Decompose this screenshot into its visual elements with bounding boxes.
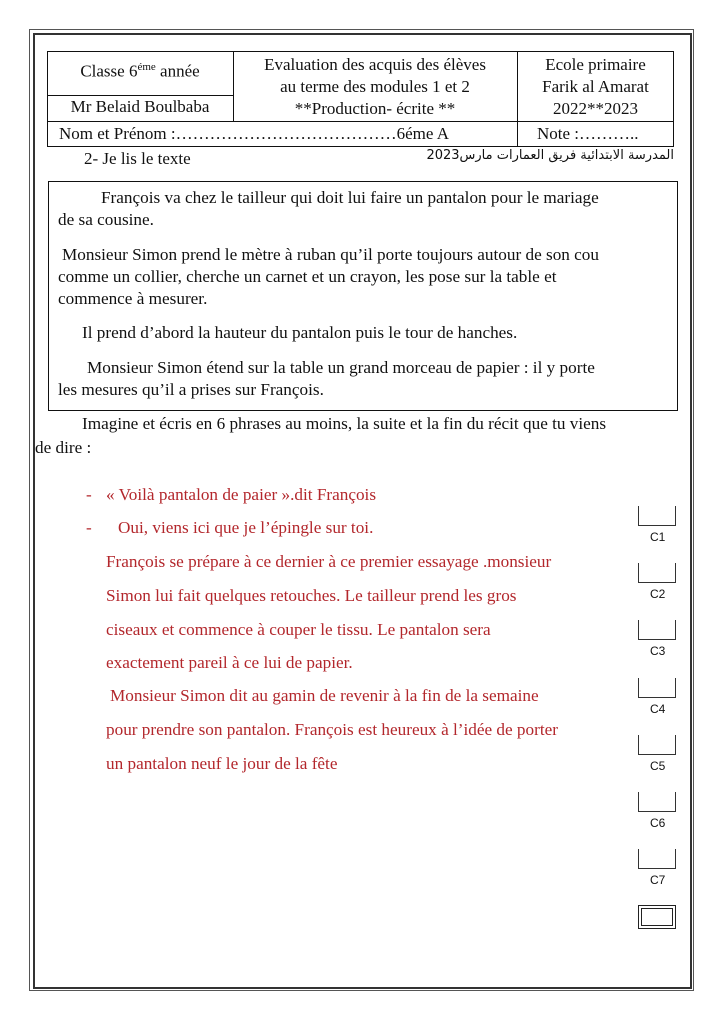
criterion-box-c7[interactable]: [638, 849, 676, 869]
answer-line: Monsieur Simon dit au gamin de revenir à la fin de la semaine: [110, 686, 539, 705]
text-line: Monsieur Simon prend le mètre à ruban qu’il porte toujours autour de son cou: [62, 245, 599, 264]
text-line: de sa cousine.: [58, 210, 154, 229]
instruction-line1: Imagine et écris en 6 phrases au moins, la suite et la fin du récit que tu viens: [82, 414, 607, 433]
school-name-line2: Farik al Amarat: [542, 77, 649, 96]
answer-line: Simon lui fait quelques retouches. Le tailleur prend les gros: [106, 586, 517, 605]
evaluation-title-line2: au terme des modules 1 et 2: [280, 77, 470, 96]
arabic-school-line: المدرسة الابتدائية فريق العمارات مارس2023: [426, 148, 674, 163]
school-year: 2022**2023: [553, 99, 638, 118]
criterion-label: C6: [650, 816, 666, 830]
note-field: Note :………..: [537, 124, 639, 143]
text-line: Il prend d’abord la hauteur du pantalon puis le tour de hanches.: [82, 323, 518, 342]
evaluation-title-line3: **Production- écrite **: [294, 99, 456, 118]
text-line: les mesures qu’il a prises sur François.: [58, 380, 324, 399]
criterion-label: C7: [650, 873, 666, 887]
text-line: Monsieur Simon étend sur la table un grand morceau de papier : il y porte: [87, 358, 595, 377]
teacher-name: Mr Belaid Boulbaba: [70, 97, 210, 116]
criterion-box-c2[interactable]: [638, 563, 676, 583]
text-line: François va chez le tailleur qui doit lui faire un pantalon pour le mariage: [101, 188, 599, 207]
criterion-box-c5[interactable]: [638, 735, 676, 755]
criterion-label: C2: [650, 587, 666, 601]
dialogue-dash: -: [86, 518, 92, 537]
answer-line: un pantalon neuf le jour de la fête: [106, 754, 338, 773]
section-title: 2- Je lis le texte: [84, 149, 191, 168]
school-name-line1: Ecole primaire: [545, 55, 646, 74]
answer-line: pour prendre son pantalon. François est heureux à l’idée de porter: [106, 720, 558, 739]
answer-line: ciseaux et commence à couper le tissu. Le pantalon sera: [106, 620, 491, 639]
answer-line: Oui, viens ici que je l’épingle sur toi.: [118, 518, 374, 537]
criterion-label: C4: [650, 702, 666, 716]
answer-line: François se prépare à ce dernier à ce premier essayage .monsieur: [106, 552, 552, 571]
student-name-field: Nom et Prénom :…………………………………6éme A: [59, 124, 450, 143]
total-score-box[interactable]: [638, 905, 676, 929]
answer-line: exactement pareil à ce lui de papier.: [106, 653, 353, 672]
criterion-box-c6[interactable]: [638, 792, 676, 812]
header-divider: [47, 121, 674, 122]
dialogue-dash: -: [86, 485, 92, 504]
criterion-box-c1[interactable]: [638, 506, 676, 526]
criterion-label: C3: [650, 644, 666, 658]
criterion-box-c3[interactable]: [638, 620, 676, 640]
text-line: commence à mesurer.: [58, 289, 208, 308]
evaluation-title-line1: Evaluation des acquis des élèves: [264, 55, 486, 74]
class-label: Classe $6^{éme}$ année: [80, 61, 200, 81]
instruction-line2: de dire :: [35, 438, 92, 457]
answer-line: « Voilà pantalon de paier ».dit François: [106, 485, 377, 504]
page-inner-border: [33, 33, 692, 989]
criterion-box-c4[interactable]: [638, 678, 676, 698]
text-line: comme un collier, cherche un carnet et un crayon, les pose sur la table et: [58, 267, 557, 286]
criterion-label: C1: [650, 530, 666, 544]
criterion-label: C5: [650, 759, 666, 773]
